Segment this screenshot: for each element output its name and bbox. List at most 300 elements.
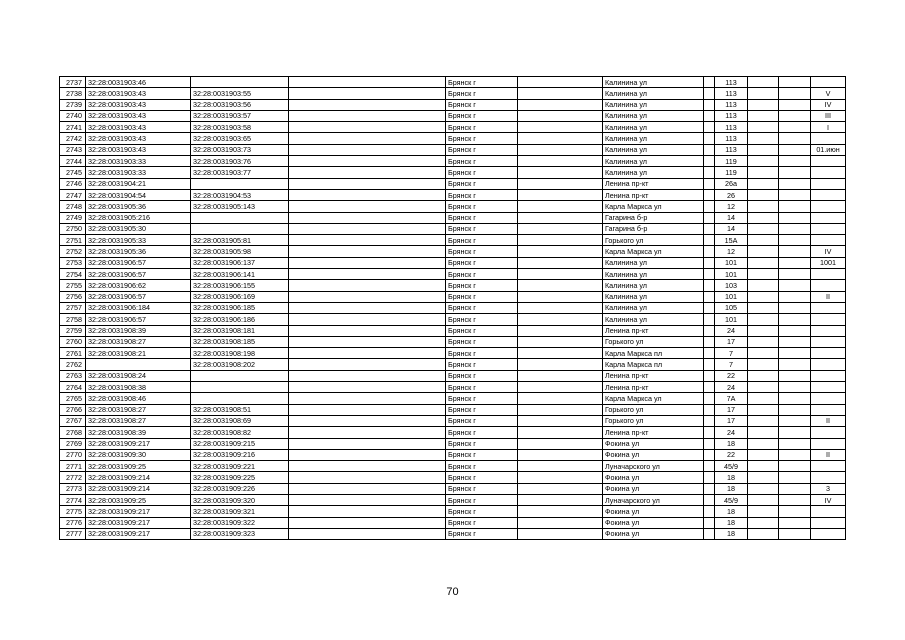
table-cell: 32:28:0031906:62 bbox=[86, 280, 191, 291]
table-cell: Ленина пр-кт bbox=[603, 382, 704, 393]
table-cell bbox=[811, 404, 846, 415]
table-cell bbox=[811, 472, 846, 483]
table-cell bbox=[518, 449, 603, 460]
table-cell: 24 bbox=[715, 325, 748, 336]
table-cell: 32:28:0031906:137 bbox=[191, 257, 289, 268]
table-cell: 119 bbox=[715, 167, 748, 178]
table-cell: 45/9 bbox=[715, 461, 748, 472]
table-cell: 2757 bbox=[60, 302, 86, 313]
table-cell bbox=[779, 370, 811, 381]
table-cell: V bbox=[811, 88, 846, 99]
table-cell: Брянск г bbox=[446, 257, 518, 268]
table-cell bbox=[811, 235, 846, 246]
table-cell: 01.июн bbox=[811, 144, 846, 155]
table-cell: 32:28:0031908:27 bbox=[86, 404, 191, 415]
table-cell: 2741 bbox=[60, 122, 86, 133]
table-cell bbox=[518, 122, 603, 133]
table-row bbox=[60, 178, 846, 189]
table-cell bbox=[748, 336, 779, 347]
table-cell bbox=[811, 156, 846, 167]
table-cell bbox=[289, 393, 446, 404]
table-cell bbox=[748, 449, 779, 460]
table-cell: Калинина ул bbox=[603, 133, 704, 144]
table-cell bbox=[748, 528, 779, 539]
table-cell: Калинина ул bbox=[603, 88, 704, 99]
table-cell bbox=[289, 212, 446, 223]
table-cell bbox=[748, 178, 779, 189]
table-cell bbox=[289, 223, 446, 234]
table-cell bbox=[518, 359, 603, 370]
table-row bbox=[60, 472, 846, 483]
table-cell bbox=[704, 370, 715, 381]
table-cell bbox=[289, 156, 446, 167]
table-cell: 32:28:0031908:27 bbox=[86, 415, 191, 426]
table-row bbox=[60, 314, 846, 325]
table-cell bbox=[748, 370, 779, 381]
table-row bbox=[60, 359, 846, 370]
table-cell bbox=[704, 438, 715, 449]
table-cell: 32:28:0031909:320 bbox=[191, 494, 289, 505]
table-cell: 32:28:0031909:217 bbox=[86, 528, 191, 539]
table-cell bbox=[518, 302, 603, 313]
table-cell: 32:28:0031908:202 bbox=[191, 359, 289, 370]
table-cell: 2754 bbox=[60, 269, 86, 280]
table-cell bbox=[779, 269, 811, 280]
table-row bbox=[60, 415, 846, 426]
table-row bbox=[60, 235, 846, 246]
table-cell: Брянск г bbox=[446, 348, 518, 359]
table-cell bbox=[779, 494, 811, 505]
table-cell bbox=[704, 122, 715, 133]
table-cell: 45/9 bbox=[715, 494, 748, 505]
table-cell: 17 bbox=[715, 336, 748, 347]
table-cell bbox=[779, 144, 811, 155]
table-cell: 32:28:0031908:198 bbox=[191, 348, 289, 359]
table-cell bbox=[779, 483, 811, 494]
table-cell bbox=[748, 483, 779, 494]
table-cell: Брянск г bbox=[446, 314, 518, 325]
table-row bbox=[60, 110, 846, 121]
table-cell bbox=[748, 122, 779, 133]
table-cell: Брянск г bbox=[446, 88, 518, 99]
table-cell: 32:28:0031908:69 bbox=[191, 415, 289, 426]
table-cell: 32:28:0031906:141 bbox=[191, 269, 289, 280]
table-cell bbox=[704, 461, 715, 472]
table-cell bbox=[779, 110, 811, 121]
table-cell: 18 bbox=[715, 483, 748, 494]
table-cell bbox=[748, 415, 779, 426]
table-cell: 32:28:0031909:322 bbox=[191, 517, 289, 528]
table-cell: 32:28:0031905:143 bbox=[191, 201, 289, 212]
table-cell bbox=[518, 201, 603, 212]
table-cell: 2777 bbox=[60, 528, 86, 539]
table-cell bbox=[289, 506, 446, 517]
table-cell bbox=[191, 370, 289, 381]
table-cell: 32:28:0031903:55 bbox=[191, 88, 289, 99]
table-cell: 1001 bbox=[811, 257, 846, 268]
table-cell bbox=[811, 359, 846, 370]
table-cell: Луначарского ул bbox=[603, 461, 704, 472]
table-cell bbox=[748, 517, 779, 528]
table-cell: 32:28:0031908:51 bbox=[191, 404, 289, 415]
table-cell bbox=[289, 348, 446, 359]
table-cell bbox=[748, 99, 779, 110]
table-cell bbox=[811, 167, 846, 178]
table-cell bbox=[289, 201, 446, 212]
table-cell bbox=[518, 494, 603, 505]
table-cell: 32:28:0031903:43 bbox=[86, 110, 191, 121]
table-cell: Брянск г bbox=[446, 77, 518, 88]
table-cell bbox=[518, 167, 603, 178]
table-cell bbox=[518, 144, 603, 155]
table-cell: Горького ул bbox=[603, 235, 704, 246]
table-cell: 32:28:0031903:46 bbox=[86, 77, 191, 88]
table-cell bbox=[518, 528, 603, 539]
table-cell: 113 bbox=[715, 110, 748, 121]
table-cell bbox=[518, 348, 603, 359]
table-cell bbox=[779, 348, 811, 359]
table-cell bbox=[289, 415, 446, 426]
table-row bbox=[60, 189, 846, 200]
table-cell bbox=[518, 472, 603, 483]
table-cell bbox=[289, 280, 446, 291]
table-row bbox=[60, 449, 846, 460]
table-cell: 32:28:0031909:217 bbox=[86, 506, 191, 517]
table-cell bbox=[811, 77, 846, 88]
table-cell bbox=[518, 99, 603, 110]
table-cell bbox=[518, 235, 603, 246]
table-cell: 22 bbox=[715, 370, 748, 381]
table-cell bbox=[289, 449, 446, 460]
table-cell bbox=[518, 404, 603, 415]
table-cell bbox=[518, 77, 603, 88]
table-cell bbox=[779, 472, 811, 483]
table-cell: 26 bbox=[715, 189, 748, 200]
table-cell: Брянск г bbox=[446, 110, 518, 121]
table-cell: 32:28:0031903:58 bbox=[191, 122, 289, 133]
table-cell: 32:28:0031906:186 bbox=[191, 314, 289, 325]
table-cell: 2748 bbox=[60, 201, 86, 212]
table-cell: 32:28:0031903:43 bbox=[86, 122, 191, 133]
table-cell bbox=[811, 506, 846, 517]
table-cell bbox=[704, 201, 715, 212]
table-cell: 24 bbox=[715, 427, 748, 438]
table-cell: 32:28:0031903:77 bbox=[191, 167, 289, 178]
table-cell: 2744 bbox=[60, 156, 86, 167]
table-cell bbox=[704, 348, 715, 359]
table-cell: Брянск г bbox=[446, 404, 518, 415]
table-cell: 32:28:0031903:73 bbox=[191, 144, 289, 155]
table-cell: 101 bbox=[715, 269, 748, 280]
table-cell bbox=[779, 212, 811, 223]
table-cell: 32:28:0031908:38 bbox=[86, 382, 191, 393]
table-cell: 18 bbox=[715, 438, 748, 449]
table-cell bbox=[779, 167, 811, 178]
page-number: 70 bbox=[446, 586, 459, 598]
table-cell bbox=[704, 494, 715, 505]
table-cell: Калинина ул bbox=[603, 280, 704, 291]
table-cell: 14 bbox=[715, 212, 748, 223]
table-cell: Брянск г bbox=[446, 415, 518, 426]
table-cell: 2746 bbox=[60, 178, 86, 189]
table-cell: 7 bbox=[715, 348, 748, 359]
table-cell: Брянск г bbox=[446, 370, 518, 381]
table-cell bbox=[779, 189, 811, 200]
table-cell: 103 bbox=[715, 280, 748, 291]
table-cell: 32:28:0031904:21 bbox=[86, 178, 191, 189]
table-cell: 32:28:0031904:54 bbox=[86, 189, 191, 200]
table-cell: Брянск г bbox=[446, 223, 518, 234]
table-cell: 2760 bbox=[60, 336, 86, 347]
table-cell bbox=[289, 77, 446, 88]
table-cell: 2745 bbox=[60, 167, 86, 178]
table-cell bbox=[518, 415, 603, 426]
table-cell bbox=[811, 280, 846, 291]
table-cell bbox=[811, 133, 846, 144]
table-cell: 2767 bbox=[60, 415, 86, 426]
table-cell bbox=[704, 246, 715, 257]
table-cell: Калинина ул bbox=[603, 122, 704, 133]
table-cell bbox=[704, 325, 715, 336]
table-cell bbox=[704, 517, 715, 528]
table-cell: Брянск г bbox=[446, 359, 518, 370]
table-cell: 113 bbox=[715, 88, 748, 99]
table-cell bbox=[779, 359, 811, 370]
table-cell bbox=[704, 472, 715, 483]
table-cell: 2753 bbox=[60, 257, 86, 268]
table-cell bbox=[289, 189, 446, 200]
table-cell: 17 bbox=[715, 415, 748, 426]
table-cell bbox=[748, 438, 779, 449]
table-cell bbox=[779, 302, 811, 313]
table-cell bbox=[704, 88, 715, 99]
table-cell: Карла Маркса пл bbox=[603, 348, 704, 359]
table-cell: 32:28:0031908:46 bbox=[86, 393, 191, 404]
table-cell: Ленина пр-кт bbox=[603, 427, 704, 438]
table-cell bbox=[811, 269, 846, 280]
table-cell bbox=[518, 189, 603, 200]
table-cell bbox=[518, 461, 603, 472]
table-cell bbox=[289, 325, 446, 336]
table-cell: 32:28:0031905:216 bbox=[86, 212, 191, 223]
table-cell: IV bbox=[811, 494, 846, 505]
table-cell bbox=[191, 212, 289, 223]
table-row bbox=[60, 438, 846, 449]
table-cell: Калинина ул bbox=[603, 314, 704, 325]
table-cell: Фокина ул bbox=[603, 438, 704, 449]
table-cell bbox=[748, 189, 779, 200]
table-cell bbox=[748, 291, 779, 302]
table-cell bbox=[779, 257, 811, 268]
table-cell: Калинина ул bbox=[603, 257, 704, 268]
table-row bbox=[60, 223, 846, 234]
table-cell bbox=[518, 393, 603, 404]
table-cell bbox=[518, 133, 603, 144]
table-cell: Брянск г bbox=[446, 235, 518, 246]
table-cell bbox=[289, 167, 446, 178]
table-row bbox=[60, 528, 846, 539]
table-cell bbox=[289, 269, 446, 280]
table-cell bbox=[518, 178, 603, 189]
table-cell: 32:28:0031906:184 bbox=[86, 302, 191, 313]
table-cell: 32:28:0031903:76 bbox=[191, 156, 289, 167]
table-cell bbox=[748, 110, 779, 121]
table-cell bbox=[704, 133, 715, 144]
table-cell bbox=[748, 201, 779, 212]
table-cell: 32:28:0031906:57 bbox=[86, 257, 191, 268]
table-cell: 32:28:0031909:225 bbox=[191, 472, 289, 483]
table-cell: Карла Маркса ул bbox=[603, 393, 704, 404]
table-cell: 2773 bbox=[60, 483, 86, 494]
table-cell bbox=[748, 325, 779, 336]
table-cell bbox=[704, 110, 715, 121]
table-cell: 12 bbox=[715, 246, 748, 257]
table-cell bbox=[811, 201, 846, 212]
table-cell bbox=[289, 336, 446, 347]
table-cell bbox=[704, 280, 715, 291]
table-row bbox=[60, 246, 846, 257]
table-cell: 32:28:0031903:43 bbox=[86, 99, 191, 110]
table-cell: 32:28:0031909:221 bbox=[191, 461, 289, 472]
table-cell: 32:28:0031905:30 bbox=[86, 223, 191, 234]
table-cell bbox=[811, 348, 846, 359]
table-cell: 2751 bbox=[60, 235, 86, 246]
table-row bbox=[60, 212, 846, 223]
table-cell bbox=[748, 494, 779, 505]
table-cell bbox=[748, 404, 779, 415]
table-row bbox=[60, 156, 846, 167]
table-row bbox=[60, 517, 846, 528]
table-cell bbox=[289, 359, 446, 370]
table-cell: Брянск г bbox=[446, 302, 518, 313]
table-cell: Брянск г bbox=[446, 461, 518, 472]
table-cell bbox=[289, 427, 446, 438]
table-cell: Брянск г bbox=[446, 494, 518, 505]
table-cell bbox=[779, 415, 811, 426]
table-cell bbox=[779, 235, 811, 246]
table-cell bbox=[704, 359, 715, 370]
table-cell bbox=[289, 404, 446, 415]
table-cell bbox=[704, 223, 715, 234]
table-cell: Калинина ул bbox=[603, 99, 704, 110]
table-cell: 32:28:0031906:57 bbox=[86, 291, 191, 302]
table-cell: Брянск г bbox=[446, 483, 518, 494]
table-cell: 32:28:0031908:24 bbox=[86, 370, 191, 381]
table-cell bbox=[289, 235, 446, 246]
table-cell bbox=[748, 314, 779, 325]
table-row bbox=[60, 370, 846, 381]
table-cell bbox=[811, 427, 846, 438]
table-cell bbox=[811, 370, 846, 381]
table-cell: Горького ул bbox=[603, 336, 704, 347]
table-cell: Ленина пр-кт bbox=[603, 178, 704, 189]
table-cell: Брянск г bbox=[446, 528, 518, 539]
table-cell bbox=[704, 77, 715, 88]
table-cell bbox=[704, 336, 715, 347]
table-cell bbox=[779, 438, 811, 449]
table-cell bbox=[289, 144, 446, 155]
table-cell bbox=[191, 382, 289, 393]
table-cell bbox=[811, 178, 846, 189]
table-cell bbox=[779, 156, 811, 167]
table-cell: Брянск г bbox=[446, 449, 518, 460]
table-cell bbox=[518, 427, 603, 438]
table-cell: Калинина ул bbox=[603, 302, 704, 313]
table-cell: 2770 bbox=[60, 449, 86, 460]
table-cell: 2763 bbox=[60, 370, 86, 381]
table-cell bbox=[704, 302, 715, 313]
table-cell bbox=[779, 291, 811, 302]
table-cell bbox=[518, 291, 603, 302]
table-cell bbox=[289, 438, 446, 449]
table-cell: 17 bbox=[715, 404, 748, 415]
table-cell: 32:28:0031909:217 bbox=[86, 438, 191, 449]
table-cell: Калинина ул bbox=[603, 77, 704, 88]
table-cell bbox=[779, 201, 811, 212]
table-cell: 32:28:0031906:185 bbox=[191, 302, 289, 313]
table-cell: 2755 bbox=[60, 280, 86, 291]
table-cell bbox=[811, 461, 846, 472]
table-cell: 18 bbox=[715, 528, 748, 539]
table-row bbox=[60, 382, 846, 393]
table-cell bbox=[779, 246, 811, 257]
table-cell: Ленина пр-кт bbox=[603, 325, 704, 336]
table-cell bbox=[518, 212, 603, 223]
table-cell: 2762 bbox=[60, 359, 86, 370]
table-cell: 32:28:0031905:36 bbox=[86, 246, 191, 257]
table-cell: 2747 bbox=[60, 189, 86, 200]
table-cell bbox=[289, 246, 446, 257]
table-cell bbox=[518, 370, 603, 381]
table-cell bbox=[748, 77, 779, 88]
table-cell bbox=[748, 472, 779, 483]
table-cell bbox=[289, 122, 446, 133]
table-cell bbox=[811, 223, 846, 234]
table-cell bbox=[289, 494, 446, 505]
table-cell: Брянск г bbox=[446, 382, 518, 393]
table-cell: Брянск г bbox=[446, 201, 518, 212]
table-cell: 119 bbox=[715, 156, 748, 167]
table-cell: 2750 bbox=[60, 223, 86, 234]
table-cell bbox=[518, 314, 603, 325]
table-cell bbox=[704, 156, 715, 167]
table-cell bbox=[811, 528, 846, 539]
table-cell: 7 bbox=[715, 359, 748, 370]
table-cell: Брянск г bbox=[446, 133, 518, 144]
table-cell: Калинина ул bbox=[603, 156, 704, 167]
table-cell: I bbox=[811, 122, 846, 133]
table-row bbox=[60, 99, 846, 110]
table-cell: Брянск г bbox=[446, 189, 518, 200]
table-cell bbox=[289, 461, 446, 472]
table-cell: Брянск г bbox=[446, 438, 518, 449]
table-cell bbox=[289, 302, 446, 313]
table-row bbox=[60, 133, 846, 144]
table-cell: 32:28:0031903:43 bbox=[86, 144, 191, 155]
table-cell bbox=[779, 122, 811, 133]
table-cell: 2737 bbox=[60, 77, 86, 88]
table-cell bbox=[811, 325, 846, 336]
table-cell: Фокина ул bbox=[603, 483, 704, 494]
table-row bbox=[60, 302, 846, 313]
table-cell bbox=[704, 269, 715, 280]
table-cell: Брянск г bbox=[446, 269, 518, 280]
table-cell bbox=[704, 99, 715, 110]
table-cell: Горького ул bbox=[603, 404, 704, 415]
table-row bbox=[60, 122, 846, 133]
table-cell bbox=[748, 156, 779, 167]
table-cell bbox=[779, 88, 811, 99]
